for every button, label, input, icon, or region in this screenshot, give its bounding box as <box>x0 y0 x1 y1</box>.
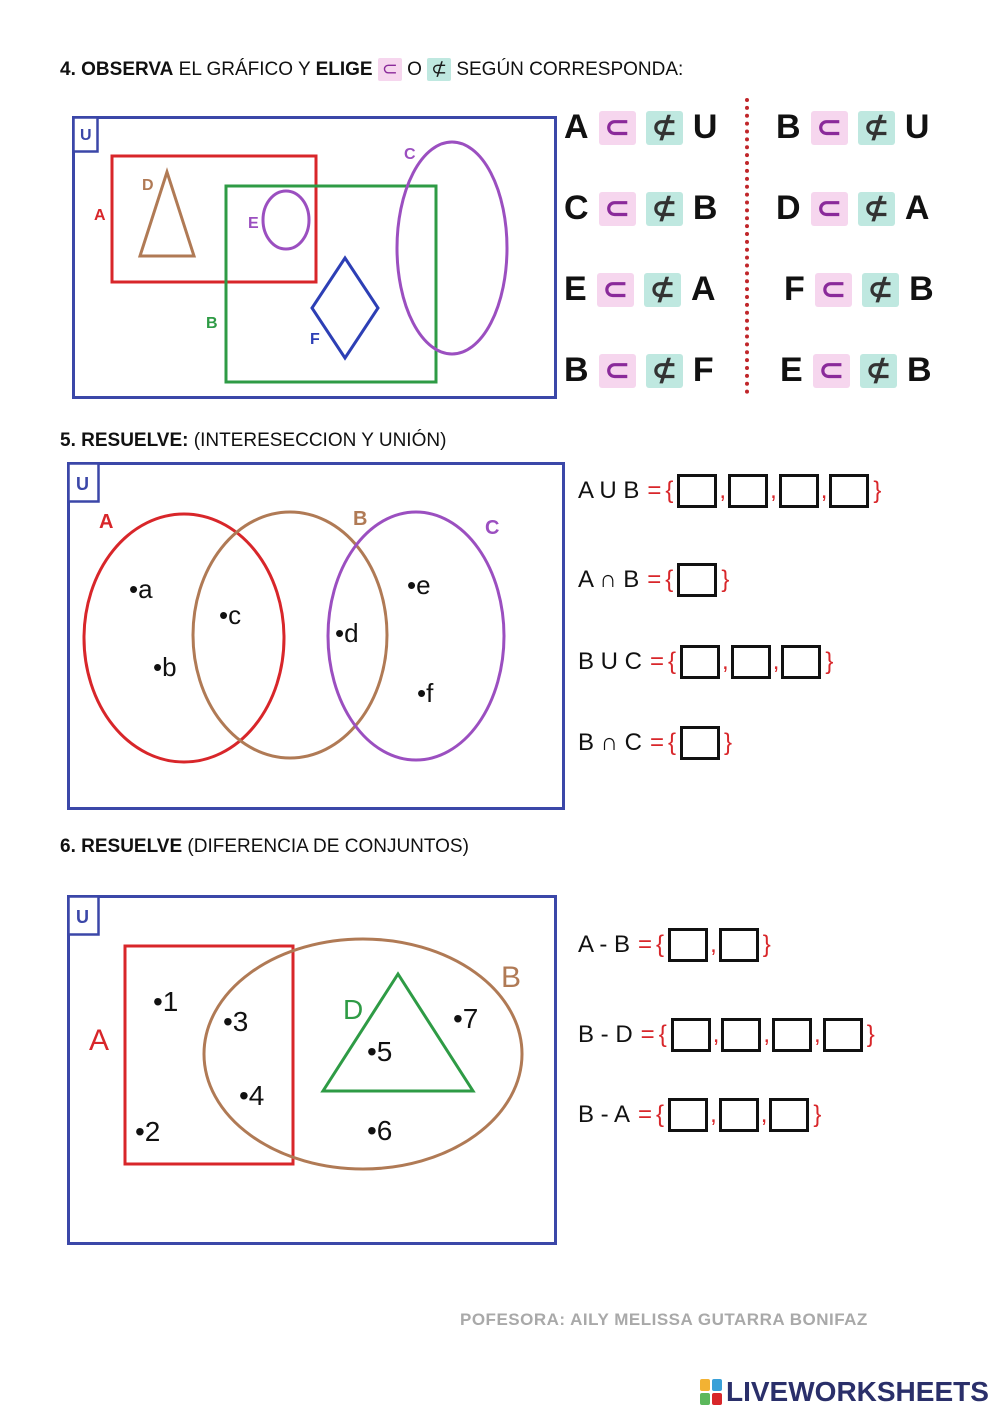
eq-label: B - D <box>578 1021 633 1048</box>
q4-venn-diagram <box>72 116 558 400</box>
close-brace: } <box>762 931 771 958</box>
open-brace: { <box>668 648 677 675</box>
set-a-shape <box>84 514 284 762</box>
open-brace: { <box>667 729 676 756</box>
close-brace: } <box>723 729 732 756</box>
open-brace: { <box>656 1101 665 1128</box>
element-2: •2 <box>135 1116 161 1147</box>
row-right-set: B <box>906 351 932 389</box>
row-left-set: B <box>564 351 589 389</box>
open-brace: { <box>665 477 674 504</box>
set-c-shape <box>397 142 507 354</box>
answer-box[interactable] <box>779 474 819 508</box>
element-4: •4 <box>239 1080 265 1111</box>
row-right-set: B <box>692 189 718 227</box>
answer-box[interactable] <box>823 1018 863 1052</box>
element-6: •6 <box>367 1115 393 1146</box>
q4-row-left-3 <box>564 270 716 309</box>
not-subset-option[interactable]: ⊄ <box>858 111 895 145</box>
q6-title: 6. RESUELVE <box>60 836 183 857</box>
subset-option[interactable]: ⊂ <box>811 192 848 226</box>
row-left-set: B <box>776 108 801 146</box>
answer-box[interactable] <box>677 563 717 597</box>
element-7: •7 <box>453 1003 479 1034</box>
row-left-set: E <box>564 270 587 308</box>
close-brace: } <box>873 477 882 504</box>
universe-label: U <box>76 907 89 927</box>
q4-row-right-3 <box>784 270 934 309</box>
open-brace: { <box>656 931 665 958</box>
subset-option[interactable]: ⊂ <box>599 111 636 145</box>
answer-box[interactable] <box>719 1098 759 1132</box>
set-b-label: B <box>206 315 218 332</box>
not-subset-option[interactable]: ⊄ <box>644 273 681 307</box>
eq-sign: = <box>638 931 653 958</box>
eq-sign: = <box>638 1101 653 1128</box>
q6-eq-a-minus-b: A - B = { , } <box>578 928 773 962</box>
subset-option[interactable]: ⊂ <box>811 111 848 145</box>
q6-subtitle: (DIFERENCIA DE CONJUNTOS) <box>187 836 469 857</box>
open-brace: { <box>658 1021 667 1048</box>
set-d-shape <box>323 974 473 1091</box>
answer-box[interactable] <box>772 1018 812 1052</box>
answer-box[interactable] <box>731 645 771 679</box>
row-right-set: F <box>692 351 714 389</box>
q5-title: 5. RESUELVE: <box>60 430 189 451</box>
answer-box[interactable] <box>781 645 821 679</box>
q4-heading <box>60 58 683 81</box>
open-brace: { <box>665 566 674 593</box>
row-right-set: B <box>909 270 934 308</box>
eq-sign: = <box>647 566 662 593</box>
not-subset-option[interactable]: ⊄ <box>646 192 683 226</box>
row-left-set: F <box>784 270 805 308</box>
answer-box[interactable] <box>769 1098 809 1132</box>
q5-subtitle: (INTERESECCION Y UNIÓN) <box>193 430 447 451</box>
q4-row-left-4 <box>564 351 714 390</box>
eq-label: B ∩ C <box>578 729 642 756</box>
answer-box[interactable] <box>721 1018 761 1052</box>
universe-label: U <box>80 127 92 144</box>
q5-eq-a-union-b: A U B = { , , , } <box>578 474 883 508</box>
close-brace: } <box>721 566 730 593</box>
element-c: •c <box>219 600 242 630</box>
set-a-label: A <box>99 511 114 533</box>
set-a-label: A <box>89 1024 110 1057</box>
eq-sign: = <box>650 648 665 675</box>
q4-row-right-4 <box>780 351 932 390</box>
not-subset-option[interactable]: ⊄ <box>858 192 895 226</box>
q4-observa: OBSERVA <box>81 59 174 80</box>
element-e: •e <box>407 570 431 600</box>
liveworksheets-brand[interactable] <box>700 1376 989 1408</box>
set-f-label: F <box>310 331 320 348</box>
answer-box[interactable] <box>668 1098 708 1132</box>
q6-eq-b-minus-d: B - D = { , , , } <box>578 1018 877 1052</box>
row-right-set: A <box>690 270 716 308</box>
universe-label: U <box>76 474 89 494</box>
subset-option[interactable]: ⊂ <box>815 273 852 307</box>
not-subset-option[interactable]: ⊄ <box>646 111 683 145</box>
element-f: •f <box>417 678 434 708</box>
not-subset-option[interactable]: ⊄ <box>646 354 683 388</box>
element-a: •a <box>129 574 153 604</box>
eq-sign: = <box>647 477 662 504</box>
close-brace: } <box>825 648 834 675</box>
set-b-label: B <box>353 508 368 530</box>
teacher-credit: POFESORA: AILY MELISSA GUTARRA BONIFAZ <box>460 1310 868 1329</box>
q4-divider <box>745 98 749 394</box>
q6-venn-diagram <box>67 895 559 1247</box>
row-left-set: A <box>564 108 589 146</box>
row-left-set: D <box>776 189 801 227</box>
set-a-label: A <box>94 207 106 224</box>
element-5: •5 <box>367 1036 393 1067</box>
subset-option[interactable]: ⊂ <box>599 192 636 226</box>
q5-eq-b-intersect-c <box>578 726 734 760</box>
q4-row-left-1 <box>564 108 717 147</box>
subset-option[interactable]: ⊂ <box>599 354 636 388</box>
eq-label: A ∩ B <box>578 566 640 593</box>
q4-row-right-2 <box>776 189 929 228</box>
element-3: •3 <box>223 1006 249 1037</box>
q4-elige: ELIGE <box>315 59 373 80</box>
close-brace: } <box>866 1021 875 1048</box>
eq-label: B - A <box>578 1101 631 1128</box>
answer-box[interactable] <box>671 1018 711 1052</box>
brand-name: LIVEWORKSHEETS <box>726 1376 989 1407</box>
q4-text1: EL GRÁFICO Y <box>178 59 311 80</box>
answer-box[interactable] <box>680 645 720 679</box>
set-c-label: C <box>404 146 416 163</box>
q6-heading <box>60 836 469 858</box>
q4-or: O <box>407 59 422 80</box>
set-d-label: D <box>142 177 154 194</box>
eq-label: A U B <box>578 477 640 504</box>
q4-number: 4. <box>60 59 76 80</box>
answer-box[interactable] <box>668 928 708 962</box>
q4-text2: SEGÚN CORRESPONDA: <box>456 59 684 80</box>
subset-option[interactable]: ⊂ <box>813 354 850 388</box>
answer-box[interactable] <box>829 474 869 508</box>
element-b: •b <box>153 652 177 682</box>
not-subset-symbol: ⊄ <box>427 58 451 81</box>
liveworksheets-logo-icon <box>700 1379 722 1405</box>
row-left-set: C <box>564 189 589 227</box>
not-subset-option[interactable]: ⊄ <box>862 273 899 307</box>
subset-symbol: ⊂ <box>378 58 402 81</box>
answer-box[interactable] <box>719 928 759 962</box>
q5-eq-b-union-c: B U C = { , , } <box>578 645 835 679</box>
answer-box[interactable] <box>680 726 720 760</box>
row-right-set: U <box>692 108 718 146</box>
set-b-label: B <box>501 961 522 994</box>
q5-venn-diagram <box>67 462 567 812</box>
element-1: •1 <box>153 986 179 1017</box>
q6-eq-b-minus-a: B - A = { , , } <box>578 1098 823 1132</box>
set-e-shape <box>263 191 309 249</box>
answer-box[interactable] <box>677 474 717 508</box>
q5-eq-a-intersect-b <box>578 563 731 597</box>
set-a-shape <box>112 156 316 282</box>
eq-sign: = <box>640 1021 655 1048</box>
row-left-set: E <box>780 351 803 389</box>
subset-option[interactable]: ⊂ <box>597 273 634 307</box>
q4-row-left-2 <box>564 189 717 228</box>
eq-sign: = <box>649 729 664 756</box>
set-f-shape <box>312 258 378 358</box>
set-e-label: E <box>248 215 259 232</box>
set-b-shape <box>204 939 522 1169</box>
not-subset-option[interactable]: ⊄ <box>860 354 897 388</box>
close-brace: } <box>813 1101 822 1128</box>
row-right-set: U <box>904 108 930 146</box>
set-d-label: D <box>343 994 364 1025</box>
universe-frame <box>69 897 556 1244</box>
q4-row-right-1 <box>776 108 929 147</box>
answer-box[interactable] <box>728 474 768 508</box>
element-d: •d <box>335 618 359 648</box>
eq-label: A - B <box>578 931 631 958</box>
eq-label: B U C <box>578 648 643 675</box>
q5-heading <box>60 430 446 452</box>
row-right-set: A <box>904 189 930 227</box>
set-c-label: C <box>485 517 500 539</box>
